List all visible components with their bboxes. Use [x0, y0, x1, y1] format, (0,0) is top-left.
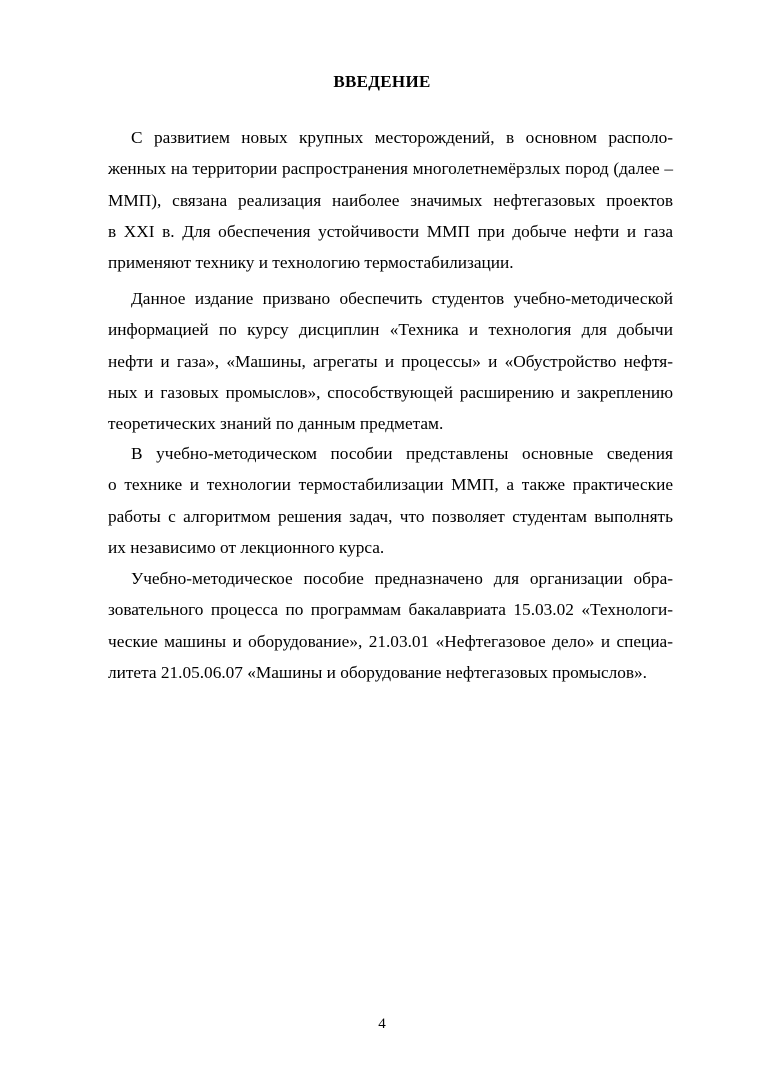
text-line: В учебно-методическом пособии представлены основные сведения [131, 444, 673, 463]
page-number: 4 [378, 1016, 386, 1032]
text-line: ных и газовых промыслов», способствующей расширению и закреплению [108, 382, 673, 402]
text-line: литета 21.05.06.07 «Машины и оборудование нефтегазовых промыслов». [108, 662, 648, 682]
text-line: их независимо от лекционного курса. [108, 537, 385, 557]
text-line: С развитием новых крупных месторождений, в основном располо- [131, 128, 673, 147]
text-line: работы с алгоритмом решения задач, что позволяет студентам выполнять [108, 506, 673, 526]
text-line: Данное издание призвано обеспечить студентов учебно-методической [131, 289, 673, 308]
text-line: применяют технику и технологию термостабилизации. [108, 253, 514, 273]
text-line: зовательного процесса по программам бакалавриата 15.03.02 «Технологи- [108, 600, 673, 620]
paragraph-2 [108, 283, 673, 439]
text-line: женных на территории распространения многолетнемёрзлых пород (далее – [108, 159, 673, 179]
text-line: нефти и газа», «Машины, агрегаты и процессы» и «Обустройство нефтя- [108, 351, 673, 371]
paragraph-4 [108, 563, 673, 688]
text-line: теоретических знаний по данным предметам. [108, 414, 444, 434]
paragraph-1 [108, 122, 673, 278]
text-line: о технике и технологии термостабилизации ММП, а также практические [108, 475, 673, 495]
text-line: Учебно-методическое пособие предназначено для организации обра- [131, 569, 673, 588]
text-line: ММП), связана реализация наиболее значимых нефтегазовых проектов [108, 190, 673, 210]
text-line: в XXI в. Для обеспечения устойчивости ММП при добыче нефти и газа [108, 221, 673, 241]
section-heading: ВВЕДЕНИЕ [333, 72, 431, 91]
paragraph-3 [108, 438, 673, 563]
text-line: информацией по курсу дисциплин «Техника и технология для добычи [108, 320, 673, 340]
text-line: ческие машины и оборудование», 21.03.01 «Нефтегазовое дело» и специа- [108, 631, 673, 651]
